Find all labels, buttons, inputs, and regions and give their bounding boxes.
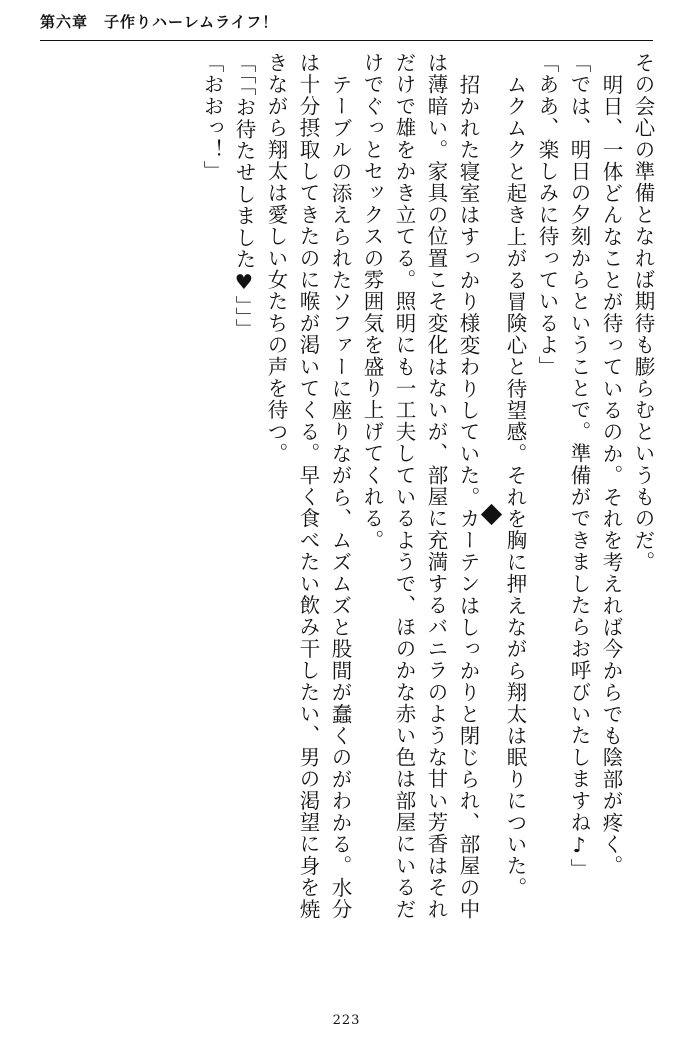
text-column: その会心の準備となれば期待も膨らむというものだ。 bbox=[631, 52, 655, 573]
text-column: 「ああ、楽しみに待っているよ」 bbox=[535, 52, 559, 378]
text-column: 明日、一体どんなことが待っているのか。それを考えれば今からでも陰部が疼く。 bbox=[599, 74, 623, 877]
text-column: 「「「お待たせしました♥」」」 bbox=[232, 52, 256, 340]
text-column: ムクムクと起き上がる冒険心と待望感。それを胸に押えながら翔太は眠りについた。 bbox=[503, 74, 527, 899]
chapter-title: 第六章 子作りハーレムライフ！ bbox=[40, 13, 279, 31]
text-column: だけで雄をかき立てる。照明にも一工夫しているようで、ほのかな赤い色は部屋にいるだ bbox=[392, 52, 416, 920]
text-column: 「おおっ！」 bbox=[200, 52, 224, 183]
header-divider-rule bbox=[40, 40, 653, 41]
text-column: は十分摂取してきたのに喉が渇いてくる。早く食べたい飲み干したい、男の渇望に身を焼 bbox=[296, 52, 320, 921]
text-column: けでぐっとセックスの雰囲気を盛り上げてくれる。 bbox=[360, 52, 384, 552]
text-column: 「では、明日の夕刻からということで。準備ができましたらお呼びいたしますね♪」 bbox=[567, 52, 591, 881]
text-column: テーブルの添えられたソファーに座りながら、ムズムズと股間が蠢くのがわかる。水分 bbox=[328, 74, 352, 921]
text-column: は薄暗い。家具の位置こそ変化はないが、部屋に充満するバニラのような甘い芳香はそれ bbox=[424, 52, 448, 920]
page-number: 223 bbox=[332, 1013, 361, 1028]
text-column: きながら翔太は愛しい女たちの声を待つ。 bbox=[264, 52, 288, 465]
text-column: 招かれた寝室はすっかり様変わりしていた。カーテンはしっかりと閉じられ、部屋の中 bbox=[456, 74, 480, 921]
page-header bbox=[40, 12, 653, 46]
scene-break bbox=[484, 52, 499, 976]
vertical-text-body bbox=[44, 52, 659, 976]
